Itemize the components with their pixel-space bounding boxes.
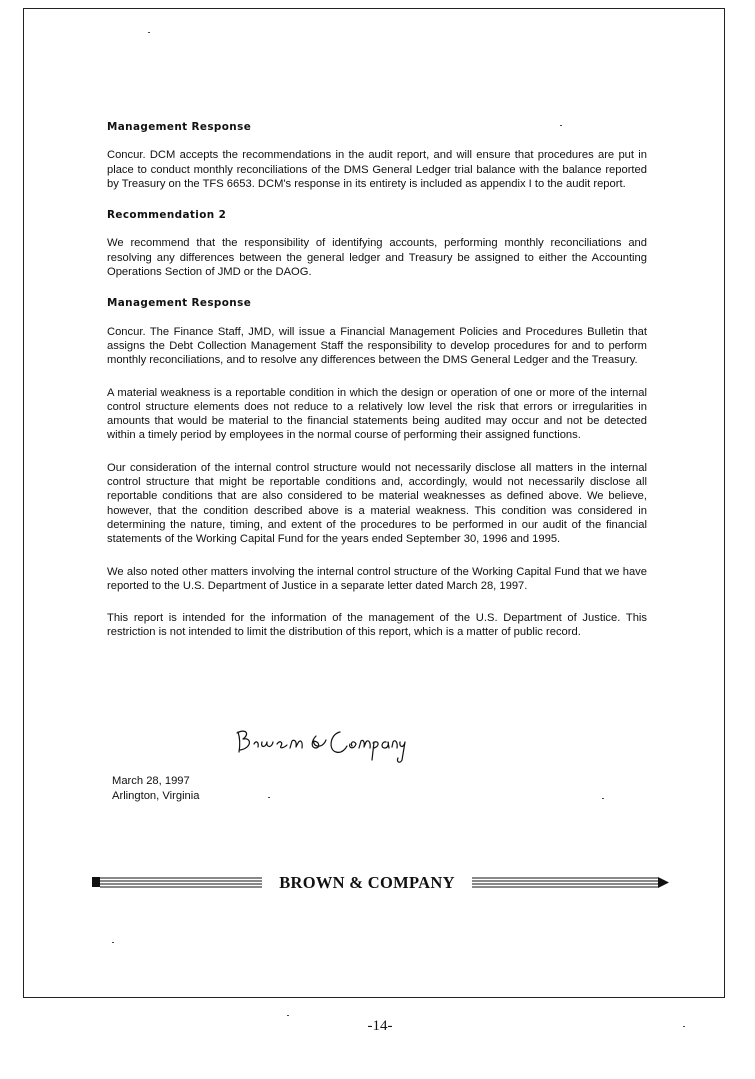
scan-speck [560,125,562,126]
report-location: Arlington, Virginia [112,790,200,802]
scan-speck [602,798,604,799]
paragraph: Concur. DCM accepts the recommendations in the audit report, and will ensure that procedures are put in place to conduct monthly reconciliations of the DMS General Ledger trial balance with the balance reported by Treasury on the TFS 6653. DCM's response in its entirety is included as appendix I to the audit report. [107,149,647,190]
page-number: -14- [367,1018,393,1034]
section-heading: Management Response [107,121,252,133]
paragraph: We also noted other matters involving the internal control structure of the Working Capital Fund that we have reported to the U.S. Department of Justice in a separate letter dated March 28, 1997. [107,565,647,592]
scan-speck [148,32,150,33]
date-location [112,774,199,804]
scan-speck [683,1026,685,1027]
rule-start-block [92,877,100,887]
section-heading: Recommendation 2 [107,209,227,222]
section-heading: Management Response [107,297,252,310]
document-body [107,120,647,653]
rule-arrow-tip [658,877,669,888]
paragraph: Our consideration of the internal control structure would not necessarily disclose all matters in the internal control structure that might be reportable conditions and, accordingly, would not necessarily disclose all reportable conditions that are also considered to be material weaknesses as defined above. We believe, however, that the condition described above is a material weakness. This condition was considered in determining the nature, timing, and extent of the procedures to be performed in our audit of the financial statements of the Working Capital Fund for the years ended September 30, 1996 and 1995. [107,461,647,546]
report-date: March 28, 1997 [112,775,190,787]
paragraph: This report is intended for the information of the management of the U.S. Department of Justice. This restriction is not intended to limit the distribution of this report, which is a matter of public record. [107,612,647,639]
scan-speck [112,942,114,943]
scan-speck [268,797,270,798]
paragraph: Concur. The Finance Staff, JMD, will issue a Financial Management Policies and Procedures Bulletin that assigns the Debt Collection Management Staff the responsibility to develop procedures for and to perform monthly reconciliations, and to resolve any differences between the DMS General Ledger and the Treasury. [107,325,647,367]
paragraph: We recommend that the responsibility of identifying accounts, performing monthly reconciliations and resolving any differences between the general ledger and Treasury be assigned to either the Accounting Operations Section of JMD or the DAOG. [107,237,647,279]
paragraph: A material weakness is a reportable condition in which the design or operation of one or more of the internal control structure elements does not reduce to a relatively low level the risk that errors or irregularities in amounts that would be material to the financial statements being audited may occur and not be detected within a timely period by employees in the normal course of performing their assigned functions. [107,386,647,442]
scan-speck [287,1015,289,1016]
signature-image [232,726,407,766]
firm-name: BROWN & COMPANY [262,872,472,894]
